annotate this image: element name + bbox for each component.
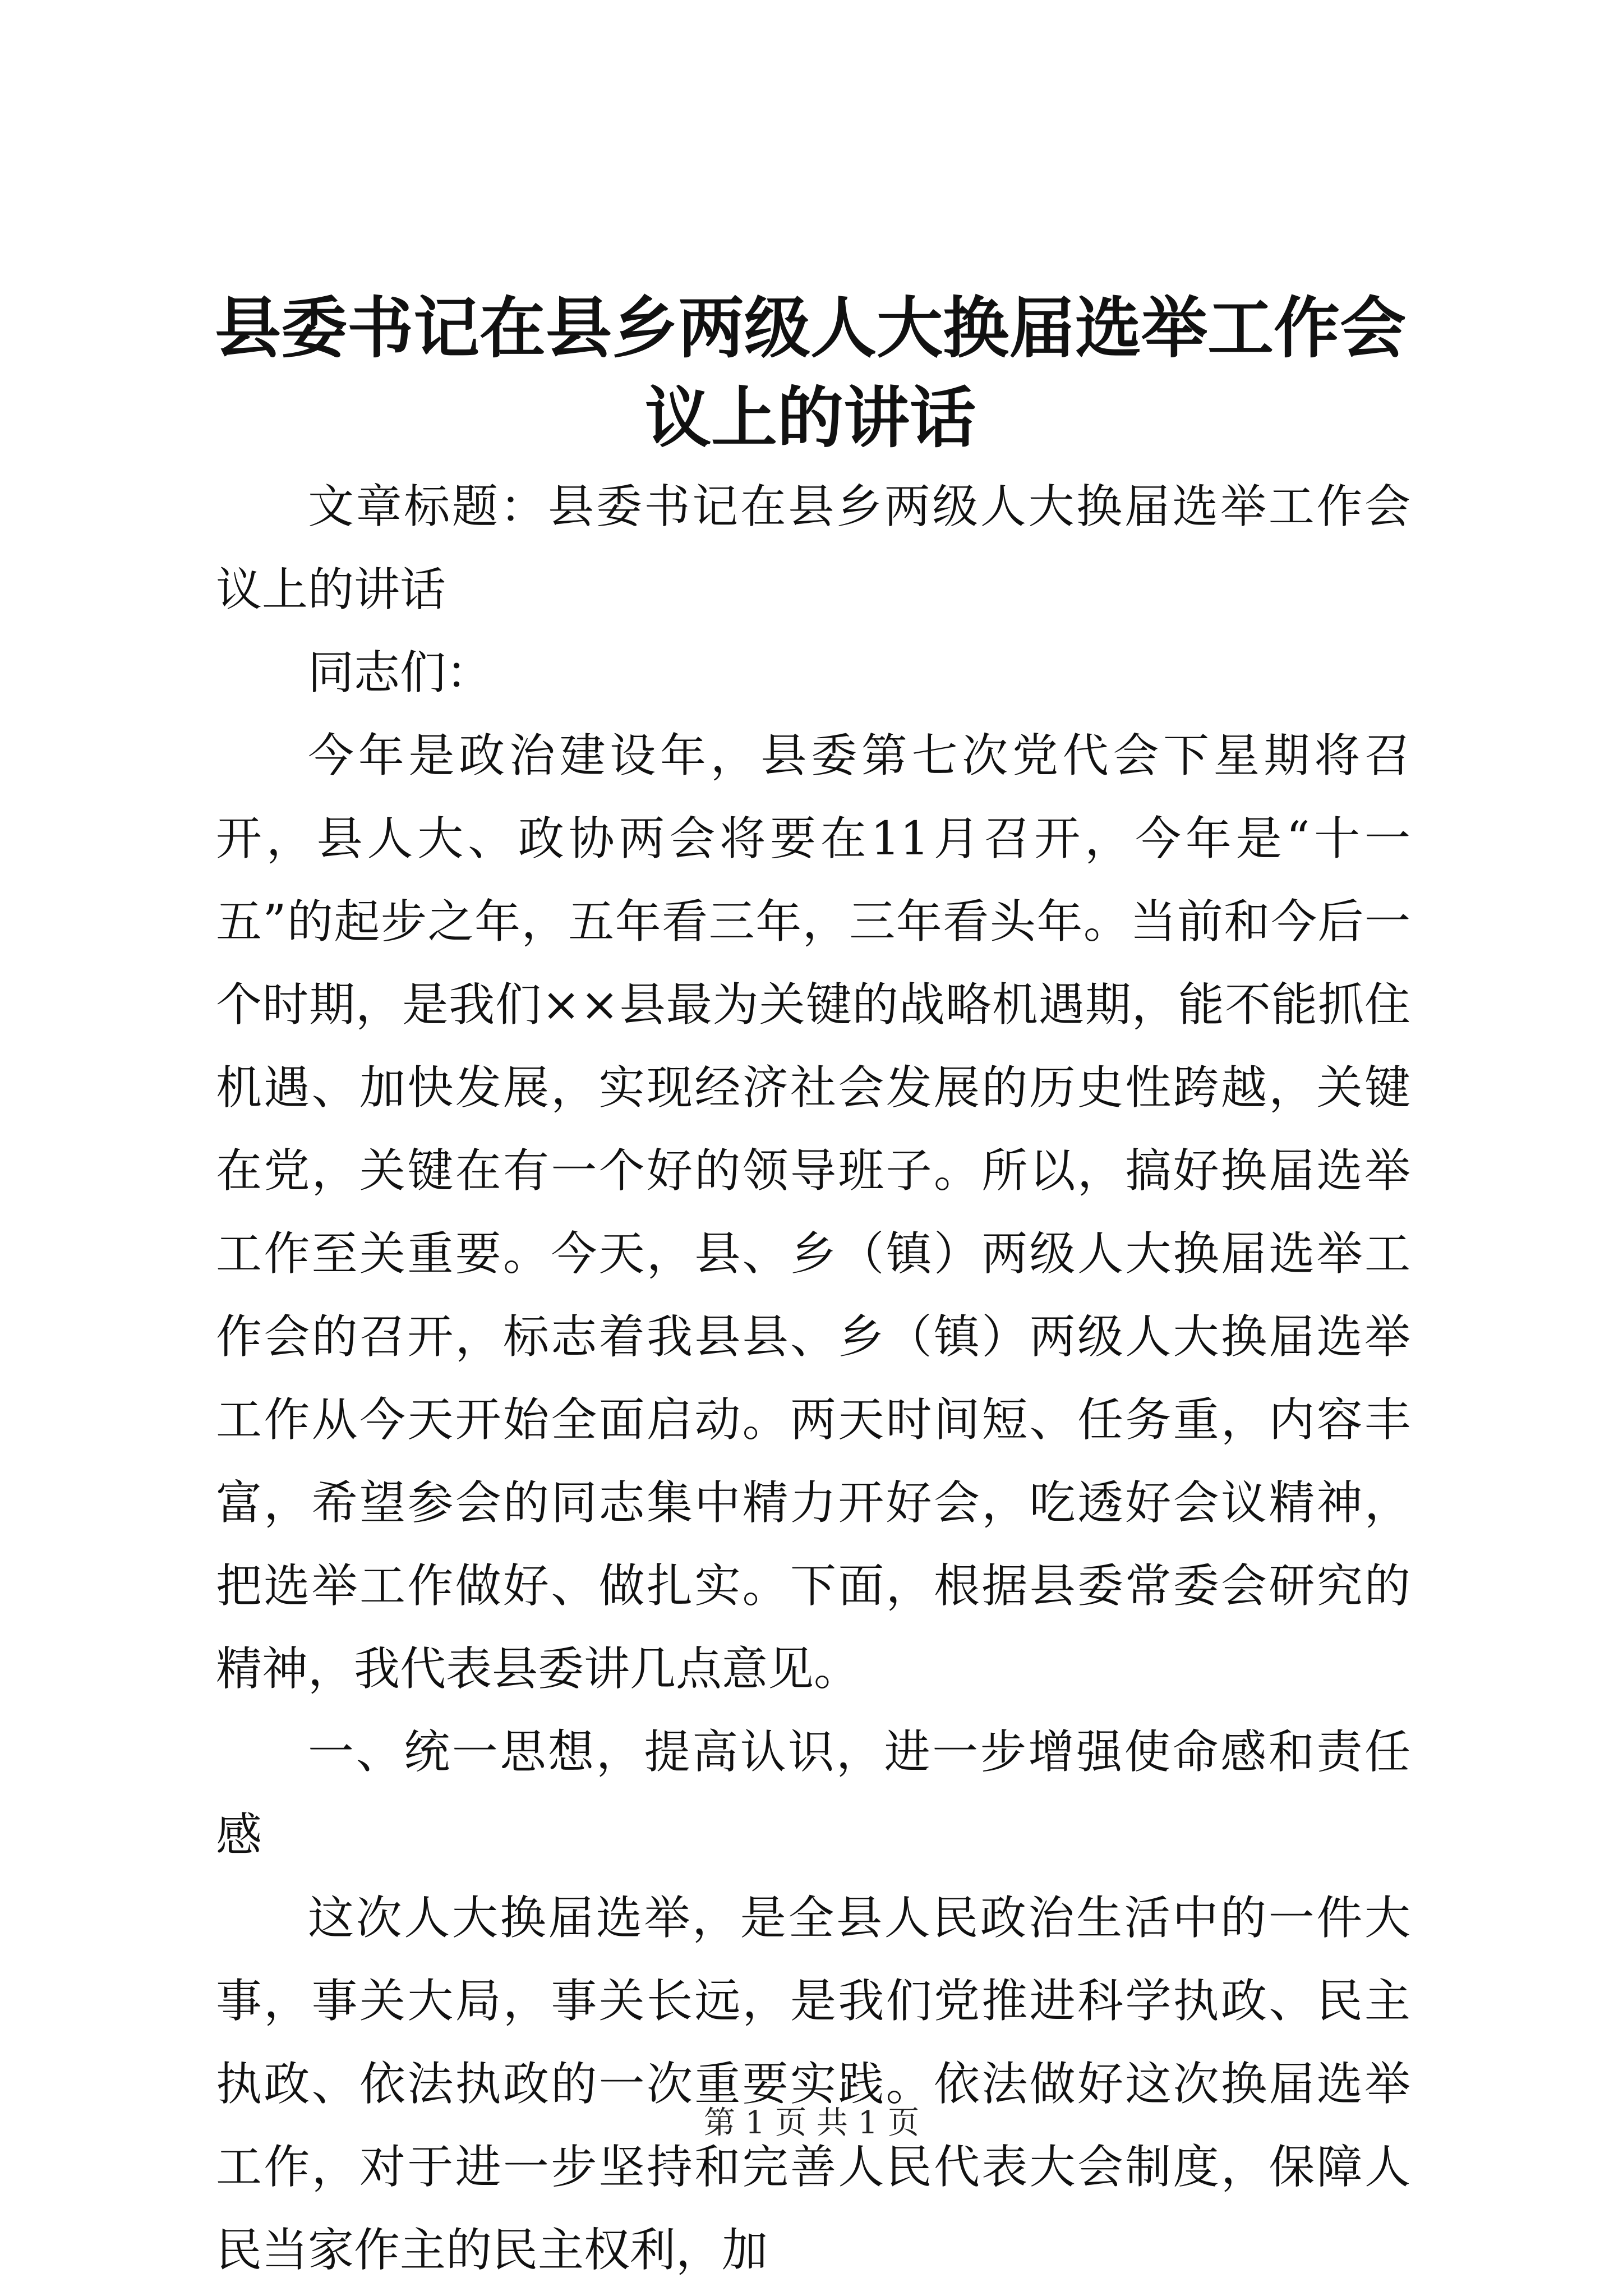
document-body <box>216 466 1410 2292</box>
page-footer: 第 1 页 共 1 页 <box>703 2105 920 2141</box>
body-paragraph: 这次人大换届选举，是全县人民政治生活中的一件大事，事关大局，事关长远，是我们党推进科学执政、民主执政、依法执政的一次重要实践。依法做好这次换届选举工作，对于进一步坚持和完善人民代表大会制度，保障人民当家作主的民主权利，加 <box>216 1892 1410 2277</box>
article-title-line: 文章标题：县委书记在县乡两级人大换届选举工作会议上的讲话 <box>216 480 1410 616</box>
salutation: 同志们： <box>308 646 492 700</box>
body-paragraph: 今年是政治建设年，县委第七次党代会下星期将召开，县人大、政协两会将要在11月召开，今年是“十一五”的起步之年，五年看三年，三年看头年。当前和今后一个时期，是我们××县最为关键的战略机遇期，能不能抓住机遇、加快发展，实现经济社会发展的历史性跨越，关键在党，关键在有一个好的领导班子。所以，搞好换届选举工作至关重要。今天，县、乡（镇）两级人大换届选举工作会的召开，标志着我县县、乡（镇）两级人大换届选举工作从今天开始全面启动。两天时间短、任务重，内容丰富，希望参会的同志集中精力开好会，吃透好会议精神，把选举工作做好、做扎实。下面，根据县委常委会研究的精神，我代表县委讲几点意见。 <box>216 729 1410 1696</box>
section-heading: 一、统一思想，提高认识，进一步增强使命感和责任感 <box>216 1726 1410 1862</box>
document-title: 县委书记在县乡两级人大换届选举工作会议上的讲话 <box>214 289 1406 457</box>
